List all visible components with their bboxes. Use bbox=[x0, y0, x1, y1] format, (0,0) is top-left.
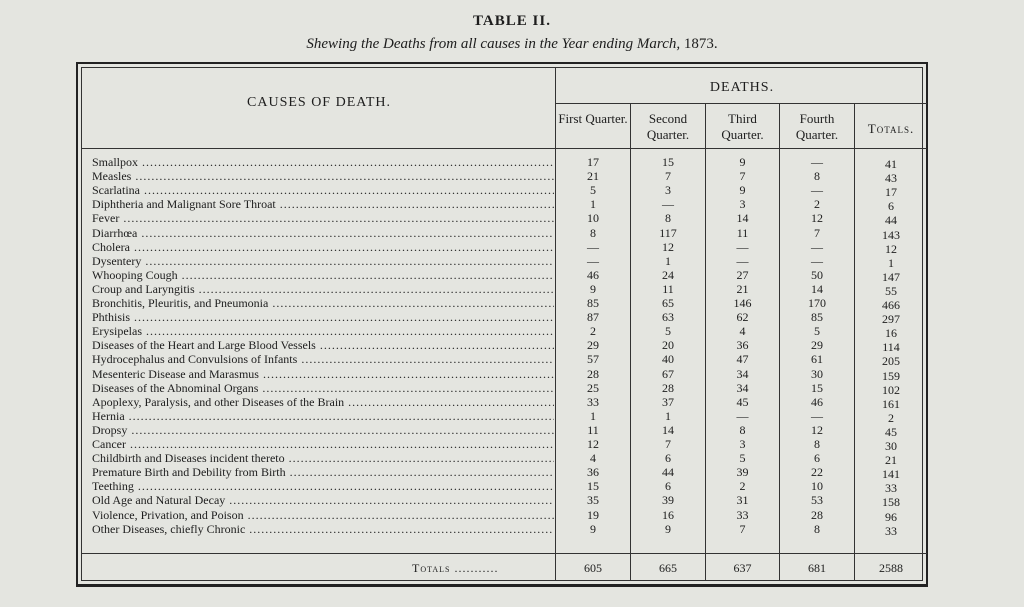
cause-cell: Dropsy ..... bbox=[92, 424, 554, 438]
q4-cell: — bbox=[811, 183, 823, 198]
deaths-header: DEATHS. bbox=[709, 80, 775, 95]
table-row bbox=[82, 156, 927, 170]
q4-cell: 29 bbox=[811, 338, 823, 353]
q4-cell: 30 bbox=[811, 366, 823, 381]
q4-cell: 8 bbox=[814, 521, 820, 536]
total-cell: 21 bbox=[885, 453, 897, 468]
q1-cell: 11 bbox=[587, 422, 599, 437]
q2-cell: 20 bbox=[662, 338, 674, 353]
total-cell: 12 bbox=[885, 241, 897, 256]
total-cell: 6 bbox=[888, 199, 894, 214]
total-cell: 147 bbox=[882, 269, 900, 284]
q1-cell: 36 bbox=[587, 465, 599, 480]
cause-cell: Diphtheria and Malignant Sore Throat ..... bbox=[92, 198, 554, 212]
table-row bbox=[82, 170, 927, 184]
col-header-totals: Totals. bbox=[867, 121, 915, 136]
q1-cell: 29 bbox=[587, 338, 599, 353]
q2-cell: 7 bbox=[665, 437, 671, 451]
q3-cell: 21 bbox=[736, 281, 749, 296]
q3-cell: — bbox=[736, 239, 749, 254]
q4-cell: 8 bbox=[814, 437, 820, 451]
total-cell: 2 bbox=[888, 410, 894, 425]
table-row bbox=[82, 184, 927, 198]
col-header-q3: Third Quarter. bbox=[721, 111, 764, 142]
q1-cell: 21 bbox=[587, 169, 599, 184]
q1-cell: 25 bbox=[587, 380, 599, 395]
q2-cell: 6 bbox=[665, 479, 671, 494]
q1-cell: 9 bbox=[590, 521, 596, 536]
q2-cell: 39 bbox=[662, 493, 674, 508]
cause-cell: Smallpox ..... bbox=[92, 156, 554, 170]
col-header-q4: Fourth Quarter. bbox=[795, 111, 839, 142]
total-cell: 55 bbox=[885, 283, 897, 298]
q2-cell: 37 bbox=[662, 394, 674, 409]
q1-cell: 12 bbox=[587, 437, 599, 451]
q3-cell: 27 bbox=[736, 267, 749, 282]
table-row bbox=[82, 382, 927, 396]
q4-cell: 28 bbox=[811, 507, 823, 522]
total-cell: 41 bbox=[885, 157, 897, 171]
q4-cell: 170 bbox=[808, 296, 826, 310]
q1-cell: 33 bbox=[587, 394, 599, 409]
q4-cell: 46 bbox=[811, 394, 823, 409]
cause-cell: Diseases of the Abnominal Organs ..... bbox=[92, 382, 554, 396]
q4-cell: 12 bbox=[811, 211, 823, 226]
table-row bbox=[82, 509, 927, 523]
q3-cell: 34 bbox=[736, 380, 749, 395]
q1-cell: 19 bbox=[587, 507, 599, 522]
q4-cell: 22 bbox=[811, 465, 823, 480]
q4-cell: 12 bbox=[811, 422, 823, 437]
totals-q2: 665 bbox=[659, 561, 677, 575]
q4-cell: 50 bbox=[811, 267, 823, 282]
table-row bbox=[82, 269, 927, 283]
table-subtitle bbox=[0, 36, 1024, 53]
q2-cell: 16 bbox=[662, 507, 674, 522]
q1-cell: 17 bbox=[587, 155, 599, 169]
q2-cell: 117 bbox=[659, 225, 677, 240]
table-row bbox=[82, 311, 927, 325]
total-cell: 30 bbox=[885, 439, 897, 453]
q4-cell: 6 bbox=[814, 451, 820, 466]
q1-cell: 1 bbox=[590, 197, 596, 212]
q2-cell: 5 bbox=[665, 324, 671, 339]
q4-cell: — bbox=[811, 253, 823, 268]
q3-cell: 4 bbox=[739, 324, 746, 339]
q3-cell: 146 bbox=[733, 296, 752, 310]
q2-cell: 12 bbox=[662, 239, 674, 254]
total-cell: 96 bbox=[885, 509, 897, 524]
total-cell: 33 bbox=[885, 523, 897, 538]
q3-cell: 7 bbox=[739, 169, 746, 184]
causes-header: CAUSES OF DEATH. bbox=[247, 95, 391, 110]
q1-cell: 57 bbox=[587, 352, 599, 367]
table-row bbox=[82, 480, 927, 494]
q3-cell: 9 bbox=[739, 155, 746, 169]
q3-cell: 34 bbox=[736, 366, 749, 381]
q1-cell: 1 bbox=[590, 408, 596, 423]
cause-cell: Dysentery ..... bbox=[92, 255, 554, 269]
q4-cell: 14 bbox=[811, 281, 823, 296]
q3-cell: — bbox=[736, 408, 749, 423]
total-cell: 158 bbox=[882, 495, 900, 510]
q2-cell: 28 bbox=[662, 380, 674, 395]
q1-cell: 87 bbox=[587, 310, 599, 325]
cause-cell: Old Age and Natural Decay ..... bbox=[92, 494, 554, 508]
q1-cell: 2 bbox=[590, 324, 596, 339]
col-header-q1: First Quarter. bbox=[558, 111, 628, 126]
table-row bbox=[82, 339, 927, 353]
table-row bbox=[82, 452, 927, 466]
total-cell: 43 bbox=[885, 171, 897, 186]
table-row bbox=[82, 255, 927, 269]
total-cell: 33 bbox=[885, 481, 897, 496]
q3-cell: — bbox=[736, 253, 749, 268]
q4-cell: — bbox=[811, 239, 823, 254]
cause-cell: Hydrocephalus and Convulsions of Infants ..... bbox=[92, 353, 554, 367]
q2-cell: 63 bbox=[662, 310, 674, 325]
q4-cell: 7 bbox=[814, 225, 820, 240]
table-row bbox=[82, 353, 927, 367]
q3-cell: 3 bbox=[739, 197, 746, 212]
q2-cell: 65 bbox=[662, 296, 674, 310]
q1-cell: 15 bbox=[587, 479, 599, 494]
q4-cell: 85 bbox=[811, 310, 823, 325]
q2-cell: — bbox=[662, 197, 674, 212]
q4-cell: — bbox=[811, 155, 823, 169]
q1-cell: 10 bbox=[587, 211, 599, 226]
q2-cell: 1 bbox=[665, 408, 671, 423]
q3-cell: 47 bbox=[736, 352, 749, 367]
cause-cell: Teething ..... bbox=[92, 480, 554, 494]
cause-cell: Other Diseases, chiefly Chronic ..... bbox=[92, 523, 554, 537]
q1-cell: 85 bbox=[587, 296, 599, 310]
cause-cell: Erysipelas ..... bbox=[92, 325, 554, 339]
cause-cell: Hernia ..... bbox=[92, 410, 554, 424]
q3-cell: 36 bbox=[736, 338, 749, 353]
q4-cell: 15 bbox=[811, 380, 823, 395]
total-cell: 114 bbox=[882, 340, 900, 355]
table-inner bbox=[81, 67, 923, 581]
cause-cell: Fever ..... bbox=[92, 212, 554, 226]
q1-cell: 4 bbox=[590, 451, 596, 466]
q4-cell: 2 bbox=[814, 197, 820, 212]
table-row bbox=[82, 227, 927, 241]
q4-cell: — bbox=[811, 408, 823, 423]
q3-cell: 11 bbox=[736, 225, 749, 240]
col-header-q2: Second Quarter. bbox=[646, 111, 690, 142]
q3-cell: 14 bbox=[736, 211, 749, 226]
table-title: TABLE II. bbox=[473, 13, 551, 29]
q1-cell: — bbox=[587, 253, 599, 268]
table-row bbox=[82, 241, 927, 255]
table-row bbox=[82, 523, 927, 537]
q2-cell: 15 bbox=[662, 155, 674, 169]
total-cell: 45 bbox=[885, 424, 897, 439]
table-row bbox=[82, 297, 927, 311]
totals-rule bbox=[82, 553, 927, 554]
cause-cell: Scarlatina ..... bbox=[92, 184, 554, 198]
total-cell: 17 bbox=[885, 185, 897, 200]
q2-cell: 1 bbox=[665, 253, 671, 268]
q3-cell: 2 bbox=[739, 479, 746, 494]
total-cell: 44 bbox=[885, 213, 897, 228]
total-cell: 1 bbox=[888, 255, 894, 270]
table-row bbox=[82, 410, 927, 424]
q4-cell: 8 bbox=[814, 169, 820, 184]
total-cell: 159 bbox=[882, 368, 900, 383]
q3-cell: 3 bbox=[739, 437, 746, 451]
cause-cell: Premature Birth and Debility from Birth ..... bbox=[92, 466, 554, 480]
total-cell: 143 bbox=[882, 227, 900, 242]
cause-cell: Measles ..... bbox=[92, 170, 554, 184]
header-rule bbox=[82, 148, 927, 149]
totals-label: Totals ..... bbox=[412, 561, 498, 576]
q2-cell: 24 bbox=[662, 267, 674, 282]
q2-cell: 67 bbox=[662, 366, 674, 381]
table-row bbox=[82, 396, 927, 410]
q2-cell: 7 bbox=[665, 169, 671, 184]
subtitle-year: 1873. bbox=[683, 36, 718, 52]
q3-cell: 33 bbox=[736, 507, 749, 522]
q4-cell: 53 bbox=[811, 493, 823, 508]
q2-cell: 40 bbox=[662, 352, 674, 367]
table-row bbox=[82, 466, 927, 480]
q1-cell: 28 bbox=[587, 366, 599, 381]
total-cell: 466 bbox=[882, 298, 900, 312]
totals-grand: 2588 bbox=[879, 561, 903, 575]
total-cell: 205 bbox=[882, 354, 900, 369]
q1-cell: 9 bbox=[590, 281, 596, 296]
q2-cell: 9 bbox=[665, 521, 671, 536]
subtitle-text: Shewing the Deaths from all causes in the Year ending March, bbox=[306, 36, 681, 52]
q1-cell: 46 bbox=[587, 267, 599, 282]
table-row bbox=[82, 325, 927, 339]
cause-cell: Croup and Laryngitis ..... bbox=[92, 283, 554, 297]
q2-cell: 11 bbox=[662, 281, 674, 296]
q1-cell: 35 bbox=[587, 493, 599, 508]
q3-cell: 31 bbox=[736, 493, 749, 508]
q4-cell: 5 bbox=[814, 324, 820, 339]
q2-cell: 3 bbox=[665, 183, 671, 198]
total-cell: 297 bbox=[882, 312, 900, 327]
q4-cell: 61 bbox=[811, 352, 823, 367]
totals-q3: 637 bbox=[733, 561, 752, 575]
cause-cell: Diarrhœa ..... bbox=[92, 227, 554, 241]
cause-cell: Childbirth and Diseases incident thereto ..... bbox=[92, 452, 554, 466]
total-cell: 161 bbox=[882, 396, 900, 411]
q2-cell: 8 bbox=[665, 211, 671, 226]
total-cell: 16 bbox=[885, 326, 897, 341]
cause-cell: Apoplexy, Paralysis, and other Diseases of the Brain ..... bbox=[92, 396, 554, 410]
deaths-rule bbox=[555, 103, 927, 104]
cause-cell: Bronchitis, Pleuritis, and Pneumonia ..... bbox=[92, 297, 554, 311]
q3-cell: 39 bbox=[736, 465, 749, 480]
q2-cell: 44 bbox=[662, 465, 674, 480]
q3-cell: 7 bbox=[739, 521, 746, 536]
table-row bbox=[82, 424, 927, 438]
table-row bbox=[82, 438, 927, 452]
q2-cell: 6 bbox=[665, 451, 671, 466]
cause-cell: Mesenteric Disease and Marasmus ..... bbox=[92, 368, 554, 382]
table-row bbox=[82, 494, 927, 508]
q3-cell: 8 bbox=[739, 422, 746, 437]
total-cell: 102 bbox=[882, 382, 900, 397]
totals-q4: 681 bbox=[808, 561, 826, 575]
table-row bbox=[82, 368, 927, 382]
total-cell: 141 bbox=[882, 467, 900, 482]
table-row bbox=[82, 212, 927, 226]
q1-cell: 8 bbox=[590, 225, 596, 240]
table-frame bbox=[76, 62, 928, 587]
q3-cell: 5 bbox=[739, 451, 746, 466]
cause-cell: Cholera ..... bbox=[92, 241, 554, 255]
cause-cell: Whooping Cough ..... bbox=[92, 269, 554, 283]
cause-cell: Diseases of the Heart and Large Blood Vessels ..... bbox=[92, 339, 554, 353]
totals-q1: 605 bbox=[584, 561, 602, 575]
q1-cell: — bbox=[587, 239, 599, 254]
cause-cell: Violence, Privation, and Poison ..... bbox=[92, 509, 554, 523]
q1-cell: 5 bbox=[590, 183, 596, 198]
cause-cell: Cancer ..... bbox=[92, 438, 554, 452]
q3-cell: 9 bbox=[739, 183, 746, 198]
q3-cell: 45 bbox=[736, 394, 749, 409]
q2-cell: 14 bbox=[662, 422, 674, 437]
table-row bbox=[82, 198, 927, 212]
q3-cell: 62 bbox=[736, 310, 749, 325]
table-row bbox=[82, 283, 927, 297]
cause-cell: Phthisis ..... bbox=[92, 311, 554, 325]
q4-cell: 10 bbox=[811, 479, 823, 494]
